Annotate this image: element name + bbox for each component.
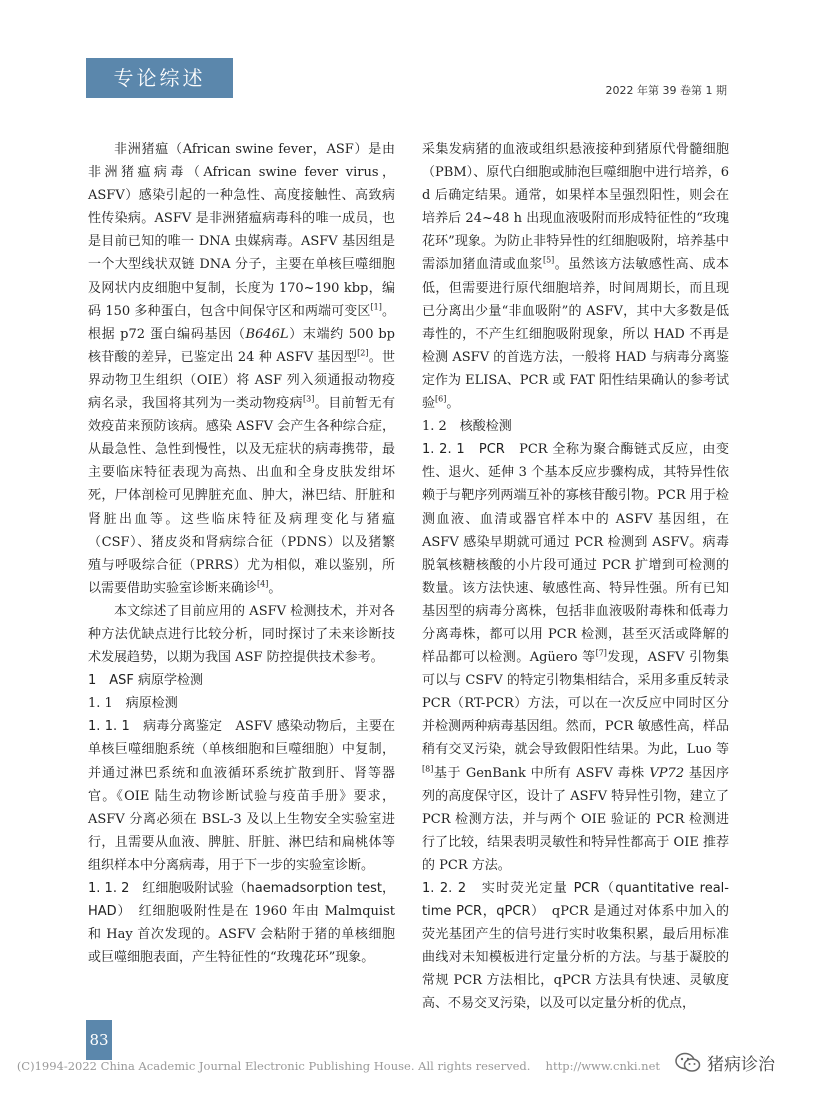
copyright-footer: (C)1994-2022 China Academic Journal Electronic Publishing House. All rights reserved. http://www.cnki.net	[16, 1059, 660, 1073]
paragraph-virus-isolation: 1. 1. 1 病毒分离鉴定 ASFV 感染动物后，主要在单核巨噬细胞系统（单核细胞和巨噬细胞）中复制，并通过淋巴系统和血液循环系统扩散到肝、肾等器官。《OIE 陆生动物诊断试验与疫苗手册》要求，ASFV 分离必须在 BSL-3 及以上生物安全实验室进行，且需要从血液、脾脏、肝脏、淋巴结和扁桃体等组织样本中分离病毒，用于下一步的实验室诊断。	[88, 719, 396, 873]
paragraph-lead: 1. 2. 1 PCR	[422, 442, 520, 458]
citation: [5]	[542, 256, 555, 266]
citation: [1]	[370, 302, 382, 312]
subsection-heading: 1. 1 病原检测	[88, 696, 178, 712]
issue-label: 2022 年第 39 卷第 1 期	[605, 84, 727, 97]
citation: [6]	[435, 394, 447, 404]
gene-name: B646L	[245, 326, 289, 342]
wechat-account-name: 猪病诊治	[707, 1055, 775, 1075]
paragraph-had: 1. 1. 2 红细胞吸附试验（haemadsorption test，HAD） 红细胞吸附性是在 1960 年由 Malmquist 和 Hay 首次发现的。ASFV 会粘附于猪的单核细胞或巨噬细胞表面，产生特征性的“玫瑰花环”现象。	[88, 881, 395, 966]
citation: [2]	[357, 348, 369, 358]
left-column	[88, 138, 395, 969]
gene-name: VP72	[649, 765, 685, 781]
paragraph-pcr: 1. 2. 1 PCR PCR 全称为聚合酶链式反应，由变性、退火、延伸 3 个基本反应步骤构成，其特异性依赖于与靶序列两端互补的寡核苷酸引物。PCR 用于检测血液、血清或器官样本中的 ASFV 基因组，在 ASFV 感染早期就可通过 PCR 检测到 ASFV。病毒脱氧核糖核酸的小片段可通过 PCR 扩增到可检测的数量。该方法快速、敏感性高、特异性强。所有已知基因型的病毒分离株，包括非血液吸附毒株和低毒力分离毒株，都可以用 PCR 检测，甚至灭活或降解的样品都可以检测。Agüero 等[7]发现，ASFV 引物集可以与 CSFV 的特定引物集相结合，采用多重反转录 PCR（RT-PCR）方法，可以在一次反应中同时区分并检测两种病毒基因组。然而，PCR 敏感性高，样品稍有交叉污染，就会导致假阳性结果。为此，Luo 等[8]基于 GenBank 中所有 ASFV 毒株 VP72 基因序列的高度保守区，设计了 ASFV 特异性引物，建立了 PCR 检测方法，并与两个 OIE 验证的 PCR 检测进行了比较，结果表明灵敏性和特异性都高于 OIE 推荐的 PCR 方法。	[422, 442, 729, 873]
citation: [3]	[303, 394, 315, 404]
citation: [8]	[422, 764, 434, 774]
paragraph-qpcr: 1. 2. 2 实时荧光定量 PCR（quantitative real-time PCR，qPCR） qPCR 是通过对体系中加入的荧光基团产生的信号进行实时收集积累，最后用标准曲线对未知模板进行定量分析的方法。与基于凝胶的常规 PCR 方法相比，qPCR 方法具有快速、灵敏度高、不易交叉污染，以及可以定量分析的优点，	[422, 881, 730, 1012]
wechat-watermark	[675, 1050, 775, 1075]
section-title-banner	[86, 58, 233, 98]
section-title: 专论综述	[113, 66, 206, 90]
subsection-heading: 1. 2 核酸检测	[422, 419, 512, 435]
paragraph-lead: 1. 1. 1 病毒分离鉴定	[88, 719, 236, 735]
right-column	[422, 138, 729, 1016]
paragraph-lead: 1. 2. 2 实时荧光定量 PCR（quantitative real-time PCR，qPCR）	[422, 881, 729, 920]
intro-paragraph-1: 非洲猪瘟（African swine fever，ASF）是由非洲猪瘟病毒（African swine fever virus，ASFV）感染引起的一种急性、高度接触性、高致病性传染病。ASFV 是非洲猪瘟病毒科的唯一成员，也是目前已知的唯一 DNA 虫媒病毒。ASFV 基因组是一个大型线状双链 DNA 分子，主要在单核巨噬细胞及网状内皮细胞中复制，长度为 170~190 kbp，编码 150 多种蛋白，包含中间保守区和两端可变区[1]。根据 p72 蛋白编码基因（B646L）末端约 500 bp 核苷酸的差异，已鉴定出 24 种 ASFV 基因型[2]。世界动物卫生组织（OIE）将 ASF 列入须通报动物疫病名录，我国将其列为一类动物疫病[3]。目前暂无有效疫苗来预防该病。感染 ASFV 会产生各种综合症，从最急性、急性到慢性，以及无症状的病毒携带，最主要临床特征表现为高热、出血和全身皮肤发绀坏死，尸体剖检可见脾脏充血、肿大，淋巴结、肝脏和肾脏出血等。这些临床特征及病理变化与猪瘟（CSF）、猪皮炎和肾病综合征（PDNS）以及猪繁殖与呼吸综合征（PRRS）尤为相似，难以鉴别，所以需要借助实验室诊断来确诊[4]。	[88, 142, 395, 596]
section-heading: 1 ASF 病原学检测	[88, 673, 204, 689]
intro-paragraph-2: 本文综述了目前应用的 ASFV 检测技术，并对各种方法优缺点进行比较分析，同时探讨了未来诊断技术发展趋势，以期为我国 ASF 防控提供技术参考。	[88, 603, 395, 666]
page-number: 83	[89, 1031, 109, 1049]
page-number-box	[86, 1020, 112, 1060]
citation: [4]	[257, 579, 269, 589]
paragraph-lead: 1. 1. 2 红细胞吸附试验（haemadsorption test，HAD）	[88, 881, 395, 920]
paragraph-had-continued: 采集发病猪的血液或组织悬液接种到猪原代骨髓细胞（PBM）、原代白细胞或肺泡巨噬细胞中进行培养，6 d 后确定结果。通常，如果样本呈强烈阳性，则会在培养后 24~48 h 出现血液吸附而形成特征性的“玫瑰花环”现象。为防止非特异性的红细胞吸附，培养基中需添加猪血清或血浆[5]。虽然该方法敏感性高、成本低，但需要进行原代细胞培养，时间周期长，而且现已分离出少量“非血吸附”的 ASFV，其中大多数是低毒性的，不产生红细胞吸附现象，所以 HAD 不再是检测 ASFV 的首选方法，一般将 HAD 与病毒分离鉴定作为 ELISA、PCR 或 FAT 阳性结果确认的参考试验[6]。	[422, 142, 729, 412]
citation: [7]	[595, 648, 607, 658]
wechat-icon	[675, 1052, 701, 1074]
